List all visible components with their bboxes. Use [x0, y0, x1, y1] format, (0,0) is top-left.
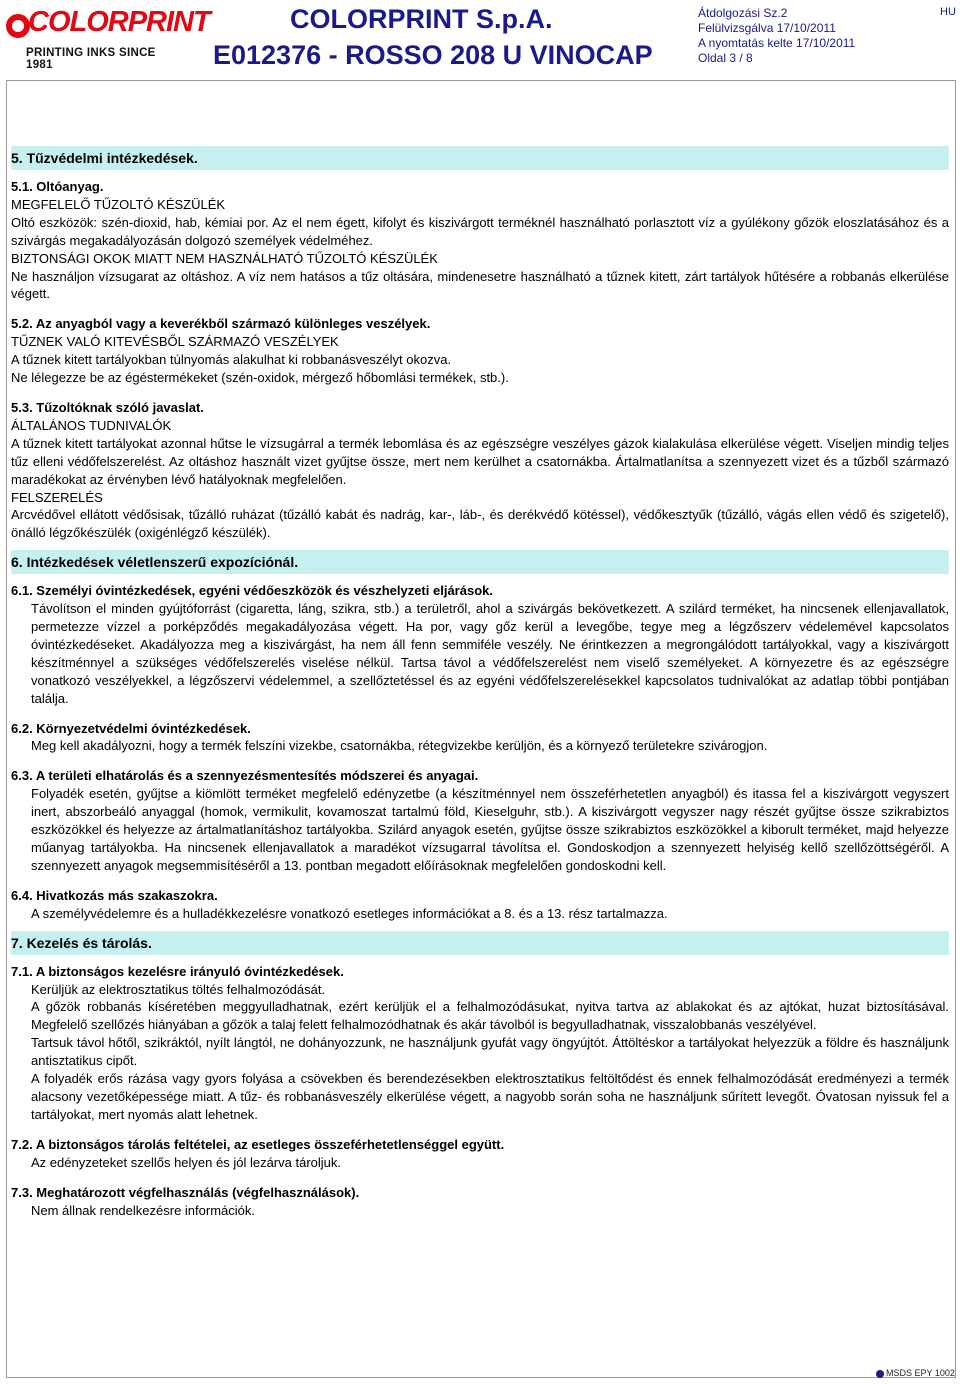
- logo-tagline: PRINTING INKS SINCE 1981: [26, 47, 156, 71]
- section-5-title: 5. Tűzvédelmi intézkedések.: [11, 146, 949, 170]
- section-6-title: 6. Intézkedések véletlenszerű expozíciónál.: [11, 550, 949, 574]
- section-5-2-text-1: A tűznek kitett tartályokban túlnyomás alakulhat ki robbanásveszélyt okozva.: [11, 352, 452, 368]
- section-5-1-label-1: MEGFELELŐ TŰZOLTÓ KÉSZÜLÉK: [11, 196, 226, 212]
- section-7-1-title: 7.1. A biztonságos kezelésre irányuló óvintézkedések.: [11, 963, 344, 979]
- section-5-3-label-2: FELSZERELÉS: [11, 489, 103, 505]
- section-7-2-text: Az edényzeteket szellős helyen és jól lezárva tároljuk.: [31, 1154, 341, 1170]
- section-7-1-text-4: A folyadék erős rázása vagy gyors folyása a csövekben és berendezésekben elektrosztatikus feltöltődést és ennek felhalmozódását eredményezi a termék alacsony vezetőképessége miatt. A tűz- és robbanásveszély elkerülése végett, a nagyobb során soha ne használjunk sűrített levegőt. Óvatosan nyissuk fel a tartályokat, mert nyomás alatt lehetnek.: [31, 1071, 949, 1122]
- page-number: Oldal 3 / 8: [698, 51, 753, 65]
- section-6-3-title: 6.3. A területi elhatárolás és a szennyezésmentesítés módszerei és anyagai.: [11, 768, 479, 784]
- msds-logo-icon: [876, 1370, 884, 1378]
- section-5-3-text-1: A tűznek kitett tartályokat azonnal hűtse le vízsugárral a termék lebomlása és az egészségre veszélyes gázok kialakulása elkerülése végett. Viseljen mindig teljes tűz elleni védőfelszerelést. Az oltáshoz használt vizet gyűjtse össze, mert nem kerülhet a csatornákba. Ártalmatlanítsa a szennyezett vizet és a tűzből származó maradékokat az érvényben lévő hatályoknak megfelelően.: [11, 435, 949, 487]
- section-6-1-text: Távolítson el minden gyújtóforrást (cigaretta, láng, szikra, stb.) a területről, ahol a szivárgás bekövetkezett. A szilárd terméket, ha nincsenek ellenjavallatok, permetezze vízzel a porképződés megakadályozása végett. Ha por, vagy gőz kerül a levegőbe, tegye meg a légzőszerv védelemével kapcsolatos óvintézkedéseket. Akadályozza meg a kiszivárgást, ha nem áll fenn semmiféle veszély. Ne érintkezzen a megrongálódott tartályokkal, vagy a kiszivárgott készítménnyel a szükséges védőfelszerelés viselése nélkül. Tartsa távol a védőfelszerelést nem viselő személyeket. A környezetre és az egészségre vonatkozó veszélyekkel, a légzőszervi védelemmel, a szellőztetéssel és az egyéni védőfelszerelésekkel kapcsolatos tudnivalókat az adatlap többi pontjában találja.: [31, 601, 949, 706]
- section-7-1-text-1: Kerüljük az elektrosztatikus töltés felhalmozódását.: [31, 981, 326, 997]
- section-7-3-title: 7.3. Meghatározott végfelhasználás (végfelhasználások).: [11, 1184, 360, 1200]
- header: [0, 0, 960, 80]
- document-meta: [698, 6, 855, 66]
- section-7-3-text: Nem állnak rendelkezésre információk.: [31, 1202, 255, 1218]
- section-5-3-title: 5.3. Tűzoltóknak szóló javaslat.: [11, 399, 204, 415]
- section-6-3-text: Folyadék esetén, gyűjtse a kiömlött terméket megfelelő edényzetbe (a készítménnyel nem összeférhetetlen anyagból) és itassa fel a kiszivárgott vegyszert inert, abszorbeáló anyaggal (homok, vermikulit, kovamoszat tartalmú föld, Kieselguhr, stb.). A kiszivárgott vegyszer nagy részét gyűjtse össze szikrabiztos eszközökkel és helyezze az ártalmatlanításhoz tartályokba. Szilárd anyagok esetén, gyűjtse össze szikrabiztos eszközökkel a kiborult terméket, majd helyezze műanyag tartályokba. Ha nincsenek ellenjavallatok a maradékot vízsugarral távolítsa el. Gondoskodjon a szennyezett helyiség kellő szellőzöttségéről. A szennyezett anyagok megsemmisítéséről a 13. pontban megadott előírásoknak megfelelően gondoskodni kell.: [31, 786, 949, 873]
- language-code: HU: [940, 6, 956, 18]
- section-6-2-title: 6.2. Környezetvédelmi óvintézkedések.: [11, 720, 251, 736]
- reviewed-date: Felülvizsgálva 17/10/2011: [698, 21, 836, 35]
- section-6-4-text: A személyvédelemre és a hulladékkezelésre vonatkozó esetleges információkat a 8. és a 13. rész tartalmazza.: [31, 905, 668, 921]
- section-5-2-label: TŰZNEK VALÓ KITEVÉSBŐL SZÁRMAZÓ VESZÉLYEK: [11, 334, 339, 350]
- section-5-1-text-1: Oltó eszközök: szén-dioxid, hab, kémiai por. Az el nem égett, kifolyt és kiszivárgott terméknél használható porlasztott víz a gyúlékony gőzök eloszlatásához és a szivárgás megakadályozásán dolgozó személyek védelméhez.: [11, 214, 949, 248]
- section-7-1-text-2: A gőzök robbanás kíséretében meggyulladhatnak, ezért kerüljük el a felhalmozódásukat, nyitva tartva az ablakokat és az ajtókat, huzat biztosításával. Megfelelő szellőzés hiányában a gőzök a talaj felett felhalmozódhatnak és akár távolból is begyulladhatnak, visszalobbanás veszélyével.: [31, 999, 949, 1033]
- footer: [876, 1368, 955, 1378]
- section-7-2-title: 7.2. A biztonságos tárolás feltételei, az esetleges összeférhetetlenséggel együtt.: [11, 1136, 505, 1152]
- document-body: [11, 146, 949, 1219]
- section-7-1-text-3: Tartsuk távol hőtől, szikráktól, nyílt lángtól, ne dohányozzunk, ne használjunk gyufát vagy öngyújtót. Áttöltéskor a tartályokat helyezzük a földre és használjunk antisztatikus cipőt.: [31, 1035, 949, 1069]
- section-5-3-text-2: Arcvédővel ellátott védősisak, tűzálló ruházat (tűzálló kabát és nadrág, kar-, láb-, és derékvédő kötéssel), védőkesztyűk (tűzálló, vágás ellen védő és szigetelő), önálló légzőkészülék (oxigénlégző készülék).: [11, 507, 949, 541]
- printed-date: A nyomtatás kelte 17/10/2011: [698, 36, 856, 50]
- section-5-1-text-2: Ne használjon vízsugarat az oltáshoz. A víz nem hatásos a tűz oltására, mindenesetre használható a tűznek kitett, zárt tartályok hűtésére a robbanás elkerülése végett.: [11, 268, 949, 302]
- section-6-1-title: 6.1. Személyi óvintézkedések, egyéni védőeszközök és vészhelyzeti eljárások.: [11, 583, 493, 599]
- logo-text: COLORPRINT: [28, 6, 210, 38]
- section-5-2-text-2: Ne lélegezze be az égéstermékeket (szén-oxidok, mérgező hőbomlási termékek, stb.).: [11, 370, 509, 386]
- company-name: COLORPRINT S.p.A.: [290, 4, 553, 34]
- section-6-2-text: Meg kell akadályozni, hogy a termék felszíni vizekbe, csatornákba, rétegvizekbe kerüljön, és a környező területekre szivárogjon.: [31, 738, 768, 754]
- section-5-2-title: 5.2. Az anyagból vagy a keverékből származó különleges veszélyek.: [11, 316, 431, 332]
- section-5-3-label-1: ÁLTALÁNOS TUDNIVALÓK: [11, 417, 172, 433]
- section-5-1-title: 5.1. Oltóanyag.: [11, 179, 104, 194]
- section-6-4-title: 6.4. Hivatkozás más szakaszokra.: [11, 887, 218, 903]
- section-5-1-label-2: BIZTONSÁGI OKOK MIATT NEM HASZNÁLHATÓ TŰZOLTÓ KÉSZÜLÉK: [11, 250, 438, 266]
- product-name: E012376 - ROSSO 208 U VINOCAP: [213, 40, 653, 70]
- company-logo: [6, 6, 210, 72]
- revision: Átdolgozási Sz.2: [698, 6, 788, 20]
- footer-code: MSDS EPY 1002: [886, 1368, 955, 1378]
- section-7-title: 7. Kezelés és tárolás.: [11, 931, 949, 955]
